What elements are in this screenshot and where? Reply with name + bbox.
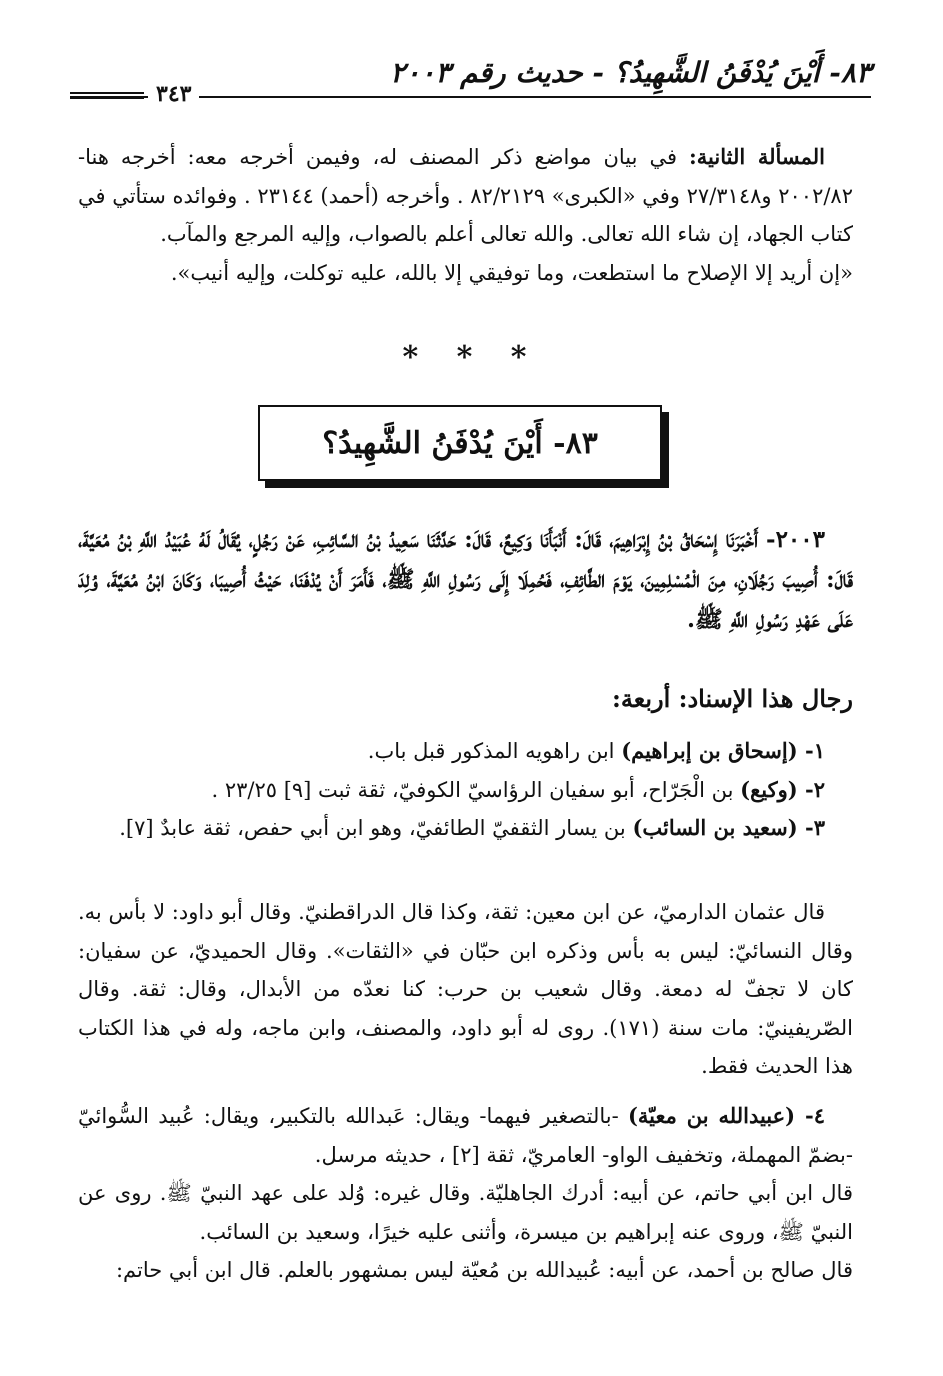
intro-closing: «إن أريد إلا الإصلاح ما استطعت، وما توفيقي إلا بالله، عليه توكلت، وإليه أنيب». [170,260,853,285]
narrator-4-paragraph-1: قال ابن أبي حاتم، عن أبيه: أدرك الجاهليّة. وقال غيره: وُلد على عهد النبيّ ﷺ. روى عن النبيّ ﷺ، وروى عنه إبراهيم بن ميسرة، وأثنى عليه خيرًا، وسعيد بن السائب. [78,1181,853,1244]
chapter-title: ٨٣- أَيْنَ يُدْفَنُ الشَّهِيدُ؟ [322,425,598,461]
narrator-item-3: ٣- (سعيد بن السائب) بن يسار الثقفيّ الطائفيّ، وهو ابن أبي حفص، ثقة عابدٌ [٧]. [119,815,825,840]
narrators-heading: رجال هذا الإسناد: أربعة: [612,684,853,713]
intro-paragraph [78,138,853,254]
narrator-4-paragraph-2: قال صالح بن أحمد، عن أبيه: عُبيدالله بن مُعيّة ليس بمشهور بالعلم. قال ابن أبي حاتم: [115,1258,853,1282]
narrator-item-4: ٤- (عبيدالله بن معيّة) -بالتصغير فيهما- ويقال: عَبدالله بالتكبير، ويقال: عُبيد السُّوائيّ -بضمّ المهملة، وتخفيف الواو- العامريّ، ثقة [٢] ، حديثه مرسل. [78,1103,853,1167]
running-title: ٨٣- أَيْنَ يُدْفَنُ الشَّهِيدُ؟ - حديث رقم ٢٠٠٣ [390,56,871,89]
hadith-text: ٢٠٠٣- أَخْبَرَنَا إِسْحَاقُ بْنُ إِبْرَاهِيمَ، قَالَ: أَنْبَأَنَا وَكِيعٌ، قَالَ: حَدَّثَنَا سَعِيدُ بْنُ السَّائِبِ، عَنْ رَجُلٍ، يُقَالُ لَهُ عُبَيْدُ اللَّهِ بْنُ مُعَيَّةَ، قَالَ: أُصِيبَ رَجُلَانِ، مِنَ الْمُسْلِمِينَ، يَوْمَ الطَّائِفِ، فَحُمِلَا إِلَى رَسُولِ اللَّهِ ﷺ، فَأَمَرَ أَنْ يُدْفَنَا، حَيْثُ أُصِيبَا، وَكَانَ ابْنُ مُعَيَّةَ، وُلِدَ عَلَى عَهْدِ رَسُولِ اللَّهِ ﷺ. [78,526,853,633]
narrator-item-2: ٢- (وكيع) بن الْجَرّاح، أبو سفيان الرؤاسيّ الكوفيّ، ثقة ثبت [٩] ٢٣/٢٥ . [211,776,825,802]
intro-lead: المسألة الثانية: [689,144,825,169]
page-number: ٣٤٣ [148,80,199,108]
hadith-text-block [78,520,853,640]
narrator-item-1: ١- (إسحاق بن إبراهيم) ابن راهويه المذكور قبل باب. [367,738,825,763]
separator-stars: * * * [402,340,541,375]
narrators-section [78,732,853,848]
running-header [70,52,871,112]
intro-section [78,138,853,292]
narrator-3-notes [78,893,853,1086]
narrator-3-paragraph: قال عثمان الدارميّ، عن ابن معين: ثقة، وكذا قال الدراقطنيّ. وقال أبو داود: لا بأس به. وقال النسائيّ: ليس به بأس وذكره ابن حبّان في «الثقات». وقال الحميديّ، عن سفيان: كان لا تجفّ له دمعة. وقال شعيب بن حرب: كنا نعدّه من الأبدال، وقال: ثقة. وقال الصّريفينيّ: مات سنة (١٧١). روى له أبو داود، والمصنف، وابن ماجه، وله في هذا الكتاب هذا الحديث فقط. [78,900,853,1078]
narrator-4-section [78,1097,853,1290]
intro-text: في بيان مواضع ذكر المصنف له، وفيمن أخرجه معه: أخرجه هنا- ٢٠٠٢/٨٢ و٢٧/٣١٤٨ وفي «الكبرى» ٨٢/٢١٢٩ . وأخرجه (أحمد) ٢٣١٤٤ . وفوائده ستأتي في كتاب الجهاد، إن شاء الله تعالى. والله تعالى أعلم بالصواب، وإليه المرجع والمآب. [77,145,853,246]
double-rule [70,92,144,102]
chapter-box [258,405,662,481]
